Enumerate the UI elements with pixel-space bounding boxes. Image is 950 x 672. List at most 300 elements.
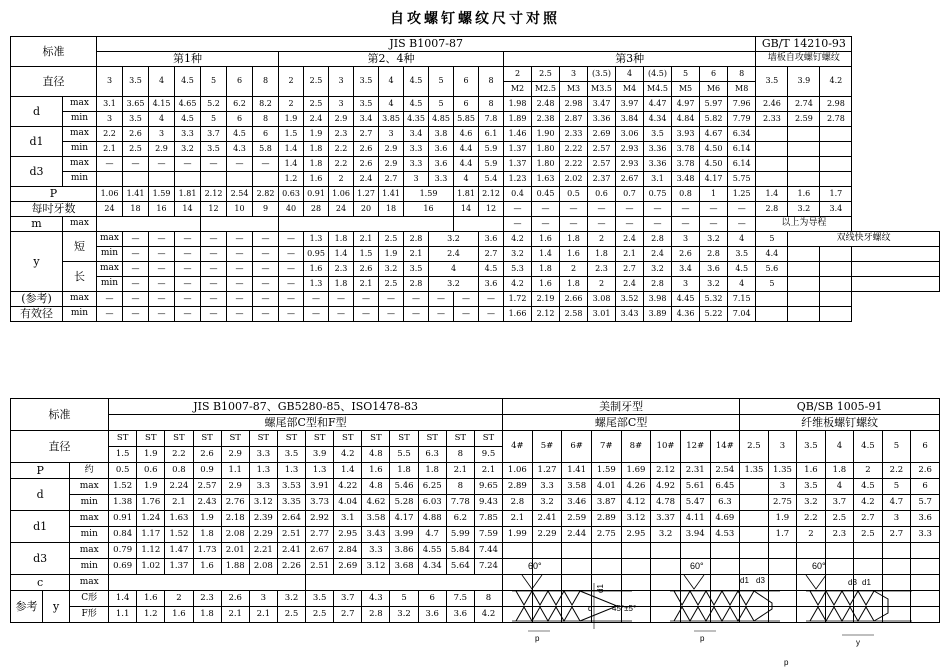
table-row xyxy=(11,112,940,127)
value-cell: 4.01 xyxy=(591,479,621,495)
value-cell: 3.3 xyxy=(249,479,277,495)
value-cell: 1.8 xyxy=(304,142,329,157)
value-cell: 1.4 xyxy=(279,142,304,157)
value-cell: 5.85 xyxy=(454,112,479,127)
short-label: 短 xyxy=(63,232,97,262)
value-cell: 2.64 xyxy=(277,511,305,527)
value-cell: 9.43 xyxy=(474,495,502,511)
empty-cell xyxy=(820,247,852,262)
max-label: max xyxy=(63,127,97,142)
diameter-cell: 7# xyxy=(591,431,621,463)
value-cell: 1.7 xyxy=(768,527,797,543)
value-cell: 6.3 xyxy=(710,495,740,511)
value-cell: 2.3 xyxy=(329,262,354,277)
value-cell: 7.85 xyxy=(474,511,502,527)
dash-cell: — xyxy=(97,157,123,172)
dash-cell: — xyxy=(429,292,454,307)
diameter-cell: 2 xyxy=(504,67,532,82)
value-cell: 2.8 xyxy=(644,232,672,247)
metric-size-cell: M3.5 xyxy=(588,82,616,97)
value-cell: 2.92 xyxy=(306,511,334,527)
dash-cell: — xyxy=(175,307,201,322)
value-cell xyxy=(279,217,454,232)
value-cell: 3.2 xyxy=(379,262,404,277)
value-cell: 1.73 xyxy=(193,543,221,559)
value-cell: 2.1 xyxy=(354,277,379,292)
value-cell: 1.66 xyxy=(504,307,532,322)
value-cell: 2.1 xyxy=(221,607,249,623)
value-cell: 2 xyxy=(588,232,616,247)
value-cell: 1.4 xyxy=(334,463,362,479)
value-cell: 1.6 xyxy=(137,591,165,607)
value-cell: 1.9 xyxy=(379,247,404,262)
value-cell: 5 xyxy=(756,277,788,292)
value-cell: 2.1 xyxy=(503,511,533,527)
value-cell: 3.5 xyxy=(123,112,149,127)
value-cell: 3.98 xyxy=(644,292,672,307)
value-cell: 3.2 xyxy=(797,495,826,511)
value-cell: 4.4 xyxy=(454,157,479,172)
value-cell: 1.8 xyxy=(193,607,221,623)
d3-label: d3 xyxy=(11,543,70,575)
dash-cell: — xyxy=(253,157,279,172)
dash-cell: — xyxy=(329,307,354,322)
value-cell: 4 xyxy=(825,479,854,495)
value-cell: 1.6 xyxy=(788,187,820,202)
thread-diagrams xyxy=(502,555,940,672)
value-cell: 5 xyxy=(882,479,911,495)
value-cell: 1.37 xyxy=(165,559,193,575)
value-cell: 1.41 xyxy=(123,187,149,202)
dash-cell: — xyxy=(227,232,253,247)
diameter-cell: 4 xyxy=(825,431,854,463)
st-prefix-cell: ST xyxy=(390,431,418,447)
value-cell: 2.1 xyxy=(354,232,379,247)
value-cell: 3.5 xyxy=(728,247,756,262)
max-label: max xyxy=(70,543,109,559)
dash-cell: — xyxy=(560,202,588,217)
value-cell: 4.65 xyxy=(175,97,201,112)
table-row xyxy=(11,97,940,112)
value-cell: 3.6 xyxy=(479,277,504,292)
dash-cell: — xyxy=(175,277,201,292)
value-cell: 4.34 xyxy=(644,112,672,127)
value-cell: 4.84 xyxy=(672,112,700,127)
value-cell: 4.5 xyxy=(854,479,883,495)
value-cell: 1.6 xyxy=(193,559,221,575)
value-cell: 1.8 xyxy=(560,277,588,292)
value-cell: 2.24 xyxy=(165,479,193,495)
value-cell: 3.91 xyxy=(306,479,334,495)
dash-cell: — xyxy=(123,262,149,277)
value-cell: 3.5 xyxy=(644,127,672,142)
empty-cell xyxy=(740,479,769,495)
value-cell: 2.46 xyxy=(756,97,788,112)
value-cell: 3.43 xyxy=(616,307,644,322)
value-cell: 6 xyxy=(454,97,479,112)
value-cell: 6.2 xyxy=(227,97,253,112)
value-cell: 1.37 xyxy=(504,142,532,157)
value-cell: 2.12 xyxy=(532,307,560,322)
value-cell: 3 xyxy=(379,127,404,142)
value-cell: 2.8 xyxy=(404,277,429,292)
value-cell: 0.95 xyxy=(304,247,329,262)
value-cell: 2.93 xyxy=(616,157,644,172)
st-prefix-cell: ST xyxy=(446,431,474,447)
value-cell: 3.93 xyxy=(672,127,700,142)
value-cell: 1.5 xyxy=(279,127,304,142)
table-row xyxy=(11,527,940,543)
table-row xyxy=(11,157,940,172)
value-cell: 2.7 xyxy=(616,262,644,277)
value-cell: 1.6 xyxy=(532,232,560,247)
value-cell: 2.59 xyxy=(788,112,820,127)
value-cell: 1.9 xyxy=(768,511,797,527)
value-cell: 4.4 xyxy=(454,142,479,157)
value-cell: 3.6 xyxy=(700,262,728,277)
value-cell: 4.92 xyxy=(651,479,681,495)
empty-cell xyxy=(788,262,820,277)
st-prefix-cell: ST xyxy=(306,431,334,447)
metric-size-cell: M2 xyxy=(504,82,532,97)
value-cell: 6.03 xyxy=(418,495,446,511)
value-cell: 1.23 xyxy=(504,172,532,187)
value-cell: 1.37 xyxy=(504,157,532,172)
value-cell: 7.24 xyxy=(474,559,502,575)
dash-cell: — xyxy=(253,292,279,307)
value-cell: 2.7 xyxy=(334,607,362,623)
diameter-cell: (4.5) xyxy=(644,67,672,82)
metric-size-cell: M3 xyxy=(560,82,588,97)
group3-header: 第3种 xyxy=(504,52,756,67)
dash-cell: — xyxy=(253,247,279,262)
value-cell: 3.58 xyxy=(562,479,592,495)
metric-size-cell: M6 xyxy=(700,82,728,97)
value-cell: 1.06 xyxy=(97,187,123,202)
value-cell: 1.4 xyxy=(756,187,788,202)
value-cell: 3.2 xyxy=(788,202,820,217)
diameter-cell: 2.5 xyxy=(740,431,769,463)
value-cell: 4.17 xyxy=(700,172,728,187)
dash-cell: — xyxy=(728,217,756,232)
dash-cell: — xyxy=(644,217,672,232)
value-cell: 4.50 xyxy=(700,142,728,157)
max-label: max xyxy=(97,262,123,277)
metric-size-cell: M4.5 xyxy=(644,82,672,97)
min-label: min xyxy=(97,277,123,292)
value-cell: 2.26 xyxy=(277,559,305,575)
dash-cell: — xyxy=(616,217,644,232)
diameter-cell: 1.9 xyxy=(137,447,165,463)
max-label: max xyxy=(70,575,109,591)
gb-sub-header: 墙板自攻螺钉螺纹 xyxy=(756,52,852,67)
value-cell: 3.4 xyxy=(404,127,429,142)
diameter-cell: 2.2 xyxy=(165,447,193,463)
value-cell: 2.1 xyxy=(474,463,502,479)
value-cell: 4 xyxy=(379,97,404,112)
value-cell: 2.22 xyxy=(560,142,588,157)
dash-cell: — xyxy=(227,277,253,292)
value-cell: 3.84 xyxy=(616,112,644,127)
dash-cell: — xyxy=(149,277,175,292)
value-cell: 6.25 xyxy=(418,479,446,495)
dash-cell: — xyxy=(123,247,149,262)
value-cell: 1.1 xyxy=(221,463,249,479)
value-cell: 7.79 xyxy=(728,112,756,127)
value-cell: 2.75 xyxy=(591,527,621,543)
value-cell: 2.2 xyxy=(329,142,354,157)
empty-cell xyxy=(201,172,227,187)
dash-cell: — xyxy=(479,307,504,322)
value-cell: 2.01 xyxy=(221,543,249,559)
value-cell: 3.78 xyxy=(672,157,700,172)
value-cell: 2.8 xyxy=(644,277,672,292)
value-cell: 2.1 xyxy=(165,495,193,511)
value-cell: 1.3 xyxy=(304,277,329,292)
dash-cell: — xyxy=(700,202,728,217)
empty-cell xyxy=(756,292,788,307)
dash-cell: — xyxy=(253,277,279,292)
value-cell: 2.29 xyxy=(249,527,277,543)
value-cell: 4.3 xyxy=(227,142,253,157)
y-label: y xyxy=(856,638,860,647)
value-cell: 3.1 xyxy=(644,172,672,187)
value-cell: 2.8 xyxy=(756,202,788,217)
value-cell: 1.7 xyxy=(820,187,852,202)
value-cell: 2 xyxy=(854,463,883,479)
dash-cell: — xyxy=(227,262,253,277)
diameter-cell: 3.5 xyxy=(354,67,379,97)
value-cell: 3 xyxy=(672,277,700,292)
value-cell: 3.73 xyxy=(306,495,334,511)
value-cell: 4.34 xyxy=(418,559,446,575)
dash-cell: — xyxy=(728,202,756,217)
value-cell: 2.58 xyxy=(560,307,588,322)
value-cell: 1.52 xyxy=(109,479,137,495)
value-cell: 4.36 xyxy=(672,307,700,322)
empty-cell xyxy=(788,142,820,157)
dash-cell: — xyxy=(672,202,700,217)
value-cell: 3.58 xyxy=(362,511,390,527)
value-cell: 2.57 xyxy=(588,157,616,172)
value-cell: 1.27 xyxy=(354,187,379,202)
value-cell: 2.51 xyxy=(306,559,334,575)
empty-cell xyxy=(852,277,940,292)
value-cell: 2.67 xyxy=(306,543,334,559)
value-cell: 4.6 xyxy=(454,127,479,142)
value-cell: 2.59 xyxy=(562,511,592,527)
table-row xyxy=(11,247,940,262)
value-cell: 2.69 xyxy=(588,127,616,142)
diameter-cell: 8 xyxy=(479,67,504,97)
value-cell: 3.6 xyxy=(479,232,504,247)
dash-cell: — xyxy=(504,202,532,217)
value-cell: 2.74 xyxy=(788,97,820,112)
value-cell: 4.5 xyxy=(175,112,201,127)
value-cell: 3.12 xyxy=(362,559,390,575)
value-cell: 3.5 xyxy=(354,97,379,112)
c-label: c xyxy=(11,575,70,591)
pitch-label: P xyxy=(11,187,97,202)
value-cell: 1.6 xyxy=(165,607,193,623)
value-cell: 1.02 xyxy=(137,559,165,575)
diameter-cell: 5 xyxy=(429,67,454,97)
value-cell: 2.5 xyxy=(277,607,305,623)
page-title: 自攻螺钉螺纹尺寸对照 xyxy=(390,11,560,27)
value-cell: 2.67 xyxy=(616,172,644,187)
value-cell: 2.1 xyxy=(616,247,644,262)
empty-cell xyxy=(97,172,123,187)
value-cell: 4 xyxy=(454,172,479,187)
diameter-cell: 4# xyxy=(503,431,533,463)
value-cell: 0.91 xyxy=(304,187,329,202)
value-cell: 3.1 xyxy=(97,97,123,112)
table-row xyxy=(11,292,940,307)
value-cell: 2.5 xyxy=(304,97,329,112)
group1-header: 第1种 xyxy=(97,52,279,67)
empty-cell xyxy=(852,247,940,262)
empty-cell xyxy=(820,292,852,307)
value-cell: 3.01 xyxy=(588,307,616,322)
value-cell: 9 xyxy=(253,202,279,217)
value-cell: 1.8 xyxy=(329,277,354,292)
value-cell: 4.3 xyxy=(362,591,390,607)
value-cell: 1.8 xyxy=(390,463,418,479)
diameter-cell: 3.5 xyxy=(797,431,826,463)
value-cell: 10 xyxy=(227,202,253,217)
max-label: max xyxy=(63,97,97,112)
value-cell: 8 xyxy=(253,112,279,127)
max-label: max xyxy=(63,157,97,172)
value-cell: 1.4 xyxy=(279,157,304,172)
value-cell: 1.63 xyxy=(165,511,193,527)
value-cell: 4.35 xyxy=(404,112,429,127)
dash-cell: — xyxy=(304,292,329,307)
max-label: max xyxy=(63,292,97,307)
diagram-1 xyxy=(512,561,636,643)
diameter-cell: 3 xyxy=(560,67,588,82)
ref-label: 有效径 xyxy=(11,307,63,322)
diameter-cell: 4 xyxy=(616,67,644,82)
value-cell: 1.47 xyxy=(165,543,193,559)
dash-cell: — xyxy=(354,307,379,322)
diameter-cell: 12# xyxy=(680,431,710,463)
diameter-cell: 3 xyxy=(768,431,797,463)
value-cell: 3.2 xyxy=(429,277,479,292)
d3-label: d3 xyxy=(11,157,63,187)
value-cell: 2.18 xyxy=(221,511,249,527)
dash-cell: — xyxy=(279,307,304,322)
table-row xyxy=(11,463,940,479)
value-cell: 2.1 xyxy=(97,142,123,157)
value-cell: 4.11 xyxy=(680,511,710,527)
value-cell: 2.4 xyxy=(304,112,329,127)
approx-label: 约 xyxy=(70,463,109,479)
value-cell: 3.36 xyxy=(644,157,672,172)
gb-header: GB/T 14210-93 xyxy=(756,37,852,52)
value-cell: 2.98 xyxy=(560,97,588,112)
value-cell: 2.82 xyxy=(253,187,279,202)
value-cell: 1.88 xyxy=(221,559,249,575)
value-cell: 2.87 xyxy=(560,112,588,127)
value-cell: 6 xyxy=(418,591,446,607)
st-prefix-cell: ST xyxy=(109,431,137,447)
value-cell: 6.14 xyxy=(728,157,756,172)
dash-cell: — xyxy=(175,292,201,307)
empty-cell xyxy=(123,172,149,187)
empty-cell xyxy=(820,157,852,172)
dash-cell: — xyxy=(454,307,479,322)
value-cell: 18 xyxy=(379,202,404,217)
jis-header: JIS B1007-87 xyxy=(97,37,756,52)
diameter-cell: 3 xyxy=(329,67,354,97)
min-label: min xyxy=(63,142,97,157)
value-cell: 8 xyxy=(479,97,504,112)
value-cell: 1.8 xyxy=(532,262,560,277)
value-cell: 3.86 xyxy=(390,543,418,559)
value-cell: 3.89 xyxy=(644,307,672,322)
value-cell: 2.2 xyxy=(97,127,123,142)
dash-cell: — xyxy=(227,157,253,172)
value-cell: 5.82 xyxy=(700,112,728,127)
table-row xyxy=(11,67,940,82)
value-cell: 1.41 xyxy=(562,463,592,479)
value-cell: 2.41 xyxy=(277,543,305,559)
value-cell: 2 xyxy=(560,262,588,277)
value-cell: 5.32 xyxy=(700,292,728,307)
value-cell: 2.78 xyxy=(820,112,852,127)
table-row xyxy=(11,232,940,247)
max-label: max xyxy=(70,511,109,527)
dash-cell: — xyxy=(149,292,175,307)
value-cell: 14 xyxy=(454,202,479,217)
diameter-cell: 4.5 xyxy=(854,431,883,463)
diameter-cell: 1.5 xyxy=(109,447,137,463)
value-cell: 18 xyxy=(123,202,149,217)
diameter-cell: 8# xyxy=(621,431,651,463)
diameter-cell: 2 xyxy=(279,67,304,97)
d1-label: d1 xyxy=(740,576,749,585)
value-cell: 2.5 xyxy=(123,142,149,157)
value-cell: 2.7 xyxy=(479,247,504,262)
value-cell: 3.1 xyxy=(334,511,362,527)
value-cell: 2.89 xyxy=(503,479,533,495)
value-cell: 16 xyxy=(149,202,175,217)
d1-label: d1 xyxy=(11,511,70,543)
value-cell: 5.4 xyxy=(479,172,504,187)
value-cell: 3.2 xyxy=(504,247,532,262)
dash-cell: — xyxy=(354,292,379,307)
value-cell: 4.5 xyxy=(404,97,429,112)
dash-cell: — xyxy=(149,232,175,247)
value-cell: 3 xyxy=(672,232,700,247)
value-cell: 0.8 xyxy=(165,463,193,479)
value-cell: 0.75 xyxy=(644,187,672,202)
value-cell: 4.5 xyxy=(479,262,504,277)
value-cell: 4.8 xyxy=(362,479,390,495)
value-cell: 7.59 xyxy=(474,527,502,543)
value-cell: 5.9 xyxy=(479,157,504,172)
empty-cell xyxy=(756,157,788,172)
iso-sub-header: 螺尾部C型和F型 xyxy=(109,415,503,431)
table-row xyxy=(11,52,940,67)
value-cell: 1.6 xyxy=(362,463,390,479)
angle-label: 60° xyxy=(812,561,826,571)
value-cell: 2.54 xyxy=(227,187,253,202)
value-cell: 1.4 xyxy=(532,247,560,262)
value-cell: 4.26 xyxy=(621,479,651,495)
diagram-2 xyxy=(670,561,780,643)
